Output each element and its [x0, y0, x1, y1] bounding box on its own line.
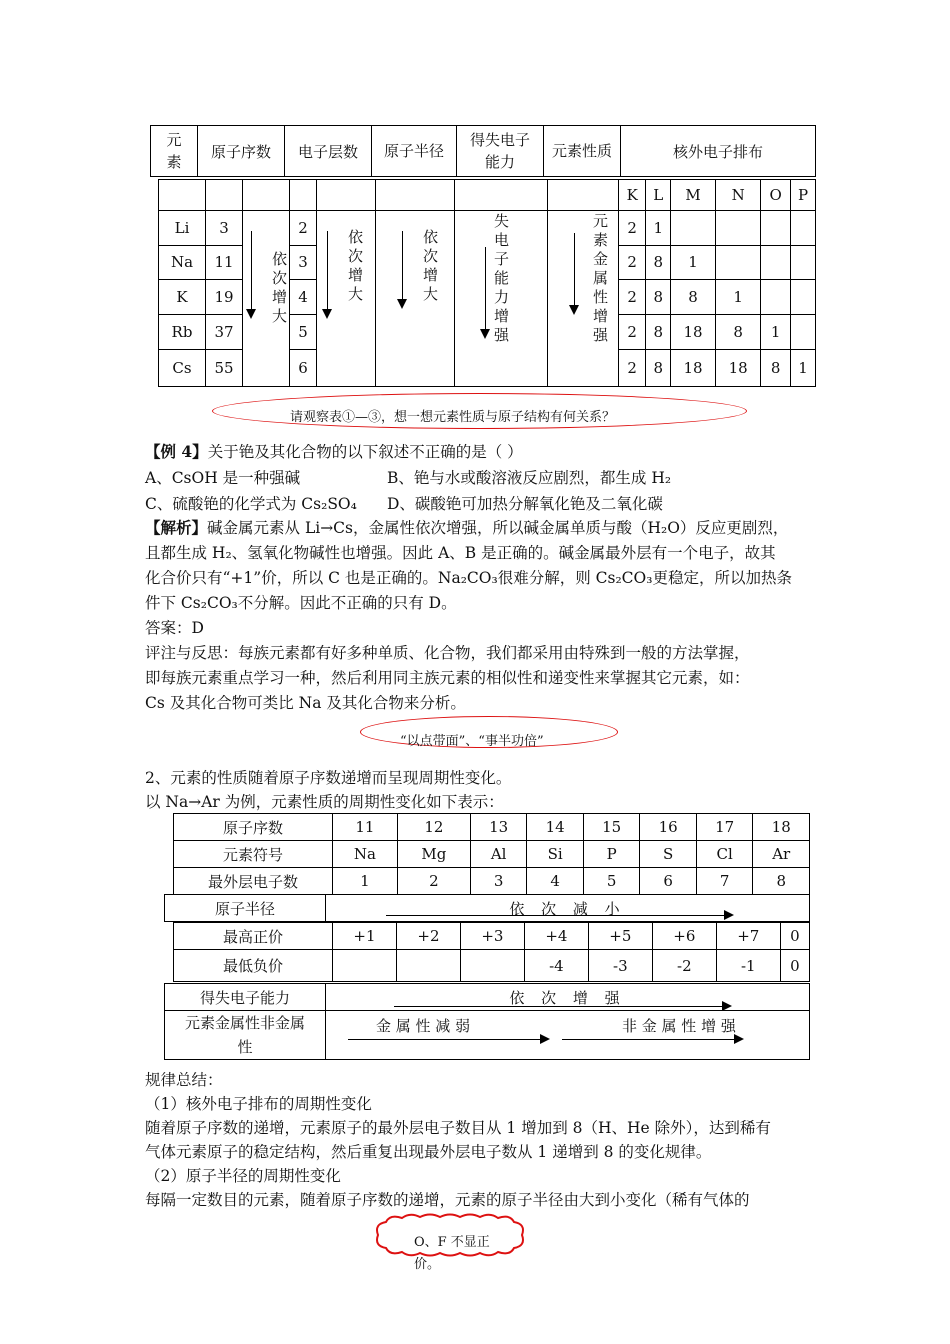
- shell-value: 2: [619, 210, 646, 245]
- atomic-number: 3: [206, 210, 243, 245]
- table-cell: 16: [640, 814, 697, 841]
- analysis-line-3: 化合价只有“+1”价，所以 C 也是正确的。Na₂CO₃很难分解，则 Cs₂CO₃更稳定，所以加热条: [145, 569, 792, 587]
- table-row: [174, 841, 810, 868]
- table-row: [174, 923, 810, 950]
- table-cell: 15: [583, 814, 640, 841]
- shell-value: 1: [791, 350, 816, 387]
- table-row: [159, 210, 816, 245]
- table-cell: 18: [753, 814, 810, 841]
- shell-value: 8: [646, 350, 671, 387]
- summary-1-line-1: 随着原子序数的递增，元素原子的最外层电子数目从 1 增加到 8（H、He 除外），达到稀有: [145, 1119, 771, 1137]
- electron-trend: 依 次 增 强: [509, 988, 626, 1007]
- trend-electron-loss: 失电子能力增强: [492, 212, 510, 346]
- table-cell: +1: [333, 923, 397, 950]
- shell-value: [761, 210, 791, 245]
- table-cell: -3: [588, 950, 652, 982]
- shell-value: [791, 315, 816, 350]
- stamp-text: O、F 不显正价。: [414, 1235, 490, 1272]
- shell-value: 18: [716, 350, 761, 387]
- shell-L: L: [646, 180, 671, 211]
- table1-header: [150, 125, 816, 177]
- shell-value: 18: [671, 350, 716, 387]
- table-cell: 11: [333, 814, 398, 841]
- row-label: 元素符号: [174, 841, 333, 868]
- option-A: A、CsOH 是一种强碱: [145, 469, 301, 487]
- trend-radius: 依次增大: [421, 228, 439, 305]
- shell-value: 8: [646, 245, 671, 280]
- table1-body: [158, 179, 816, 387]
- shell-value: 18: [671, 315, 716, 350]
- table-cell: +2: [396, 923, 460, 950]
- analysis-line-2: 且都生成 H₂、氢氧化物碱性也增强。因此 A、B 是正确的。碱金属最外层有一个电子，故其: [145, 544, 776, 562]
- atomic-number: 55: [206, 350, 243, 387]
- table-cell: 4: [527, 868, 584, 895]
- shell-count: 2: [290, 210, 317, 245]
- table-cell: +5: [588, 923, 652, 950]
- atomic-number: 37: [206, 315, 243, 350]
- atomic-number: 11: [206, 245, 243, 280]
- row-label: 最低负价: [174, 950, 333, 982]
- shell-value: 8: [646, 315, 671, 350]
- table-cell: Si: [527, 841, 584, 868]
- row-label: 原子序数: [174, 814, 333, 841]
- table-cell: 14: [527, 814, 584, 841]
- shell-O: O: [761, 180, 791, 211]
- option-B: B、铯与水或酸溶液反应剧烈，都生成 H₂: [387, 469, 672, 487]
- shell-value: [791, 280, 816, 315]
- table-cell: P: [583, 841, 640, 868]
- metal-trend: 金 属 性 减 弱: [376, 1017, 471, 1035]
- table-cell: 5: [583, 868, 640, 895]
- table-row: [174, 814, 810, 841]
- table-row: [174, 868, 810, 895]
- shell-count: 6: [290, 350, 317, 387]
- radius-trend: 依 次 减 小: [509, 899, 626, 918]
- table-row: [165, 1011, 810, 1060]
- table-cell: [460, 950, 524, 982]
- table-cell: Ar: [753, 841, 810, 868]
- table-cell: +7: [716, 923, 780, 950]
- header-element-property: 元素性质: [552, 142, 613, 160]
- shell-value: [716, 210, 761, 245]
- observe-note: 请观察表①—③，想一想元素性质与原子结构有何关系？: [290, 410, 616, 425]
- table-cell: 7: [696, 868, 753, 895]
- trend-atomic-number: 依次增大: [270, 250, 288, 327]
- shell-value: [716, 245, 761, 280]
- shell-value: [761, 245, 791, 280]
- row-label-cont: 性: [237, 1038, 253, 1056]
- shell-P: P: [791, 180, 816, 211]
- table-cell: 12: [397, 814, 470, 841]
- shell-value: 8: [646, 280, 671, 315]
- row-label: 原子半径: [165, 895, 326, 922]
- analysis-text: 碱金属元素从 Li→Cs，金属性依次增强，所以碱金属单质与酸（H₂O）反应更剧烈，: [207, 519, 789, 537]
- nonmetal-trend: 非 金 属 性 增 强: [622, 1017, 736, 1035]
- table-cell: [396, 950, 460, 982]
- row-label: 最外层电子数: [174, 868, 333, 895]
- table-row: [165, 984, 810, 1011]
- shell-count: 5: [290, 315, 317, 350]
- summary-1-title: （1）核外电子排布的周期性变化: [145, 1095, 372, 1113]
- shell-value: 2: [619, 350, 646, 387]
- shell-value: [791, 210, 816, 245]
- row-label: 得失电子能力: [165, 984, 326, 1011]
- analysis-line-4: 件下 Cs₂CO₃不分解。因此不正确的只有 D。: [145, 594, 457, 612]
- shell-value: [761, 280, 791, 315]
- table-cell: 2: [397, 868, 470, 895]
- element-symbol: K: [159, 280, 206, 315]
- atomic-number: 19: [206, 280, 243, 315]
- table-cell: 6: [640, 868, 697, 895]
- reflection-line-1: 评注与反思：每族元素都有好多种单质、化合物，我们都采用由特殊到一般的方法掌握，: [145, 644, 750, 662]
- table-cell: 17: [696, 814, 753, 841]
- table-cell: 1: [333, 868, 398, 895]
- shell-value: 8: [716, 315, 761, 350]
- reflection-line-2: 即每族元素重点学习一种，然后利用同主族元素的相似性和递变性来掌握其它元素，如：: [145, 669, 750, 687]
- table-cell: +3: [460, 923, 524, 950]
- table2-valence: [173, 922, 810, 982]
- table-cell: Al: [470, 841, 527, 868]
- trend-shell-count: 依次增大: [346, 228, 364, 305]
- option-C: C、硫酸铯的化学式为 Cs₂SO₄: [145, 495, 357, 513]
- table2-top: [173, 813, 810, 895]
- table-cell: +6: [652, 923, 716, 950]
- shell-K: K: [619, 180, 646, 211]
- question-text: 关于铯及其化合物的以下叙述不正确的是（ ）: [207, 443, 523, 461]
- row-label: 最高正价: [174, 923, 333, 950]
- header-atomic-number: 原子序数: [210, 142, 271, 161]
- header-electron-config: 核外电子排布: [672, 142, 763, 161]
- section2-title: 2、元素的性质随着原子序数递增而呈现周期性变化。: [145, 769, 512, 787]
- summary-2-line-1: 每隔一定数目的元素，随着原子序数的递增，元素的原子半径由大到小变化（稀有气体的: [145, 1191, 750, 1209]
- analysis-label: 【解析】: [145, 518, 208, 537]
- row-label: 元素金属性非金属: [184, 1014, 305, 1032]
- table-row: [174, 950, 810, 982]
- shell-value: 8: [671, 280, 716, 315]
- summary-title: 规律总结：: [145, 1071, 223, 1089]
- table2-bottom: [164, 983, 810, 1060]
- example4-question: [145, 440, 523, 464]
- shell-value: 1: [761, 315, 791, 350]
- reflection-line-3: Cs 及其化合物可类比 Na 及其化合物来分析。: [145, 694, 466, 712]
- shell-value: [791, 245, 816, 280]
- header-shell-count: 电子层数: [297, 142, 358, 161]
- answer: 答案：D: [145, 619, 204, 637]
- shell-value: 1: [716, 280, 761, 315]
- point-note: “以点带面”、“事半功倍”: [400, 734, 544, 749]
- table-cell: -1: [716, 950, 780, 982]
- shell-N: N: [716, 180, 761, 211]
- table-cell: -4: [524, 950, 588, 982]
- table-cell: Cl: [696, 841, 753, 868]
- trend-metallic: 元素金属性增强: [591, 212, 609, 346]
- shell-value: 2: [619, 280, 646, 315]
- shell-value: 1: [671, 245, 716, 280]
- table-cell: [333, 950, 397, 982]
- summary-1-line-2: 气体元素原子的稳定结构，然后重复出现最外层电子数从 1 递增到 8 的变化规律。: [145, 1143, 712, 1161]
- shell-M: M: [671, 180, 716, 211]
- shell-value: 2: [619, 245, 646, 280]
- table2-radius: [164, 894, 810, 922]
- header-electron-ability: 得失电子能力: [469, 131, 530, 171]
- table-cell: S: [640, 841, 697, 868]
- table-cell: 0: [780, 950, 809, 982]
- element-symbol: Cs: [159, 350, 206, 387]
- table-cell: 0: [780, 923, 809, 950]
- element-symbol: Li: [159, 210, 206, 245]
- table-cell: 13: [470, 814, 527, 841]
- shell-count: 4: [290, 280, 317, 315]
- element-symbol: Na: [159, 245, 206, 280]
- table-cell: 8: [753, 868, 810, 895]
- shell-value: 1: [646, 210, 671, 245]
- summary-2-title: （2）原子半径的周期性变化: [145, 1167, 341, 1185]
- shell-value: 8: [761, 350, 791, 387]
- table-cell: 3: [470, 868, 527, 895]
- table-row: [165, 895, 810, 922]
- shell-value: 2: [619, 315, 646, 350]
- section2-intro: 以 Na→Ar 为例，元素性质的周期性变化如下表示：: [145, 793, 504, 811]
- analysis-line-1: [145, 516, 788, 540]
- option-D: D、碳酸铯可加热分解氧化铯及二氧化碳: [387, 495, 663, 513]
- element-symbol: Rb: [159, 315, 206, 350]
- header-atomic-radius: 原子半径: [384, 142, 445, 160]
- table-cell: Mg: [397, 841, 470, 868]
- table-cell: Na: [333, 841, 398, 868]
- shell-value: [671, 210, 716, 245]
- table-cell: +4: [524, 923, 588, 950]
- example-label: 【例 4】: [145, 442, 208, 461]
- table-cell: -2: [652, 950, 716, 982]
- header-element: 元素: [166, 131, 182, 171]
- shell-count: 3: [290, 245, 317, 280]
